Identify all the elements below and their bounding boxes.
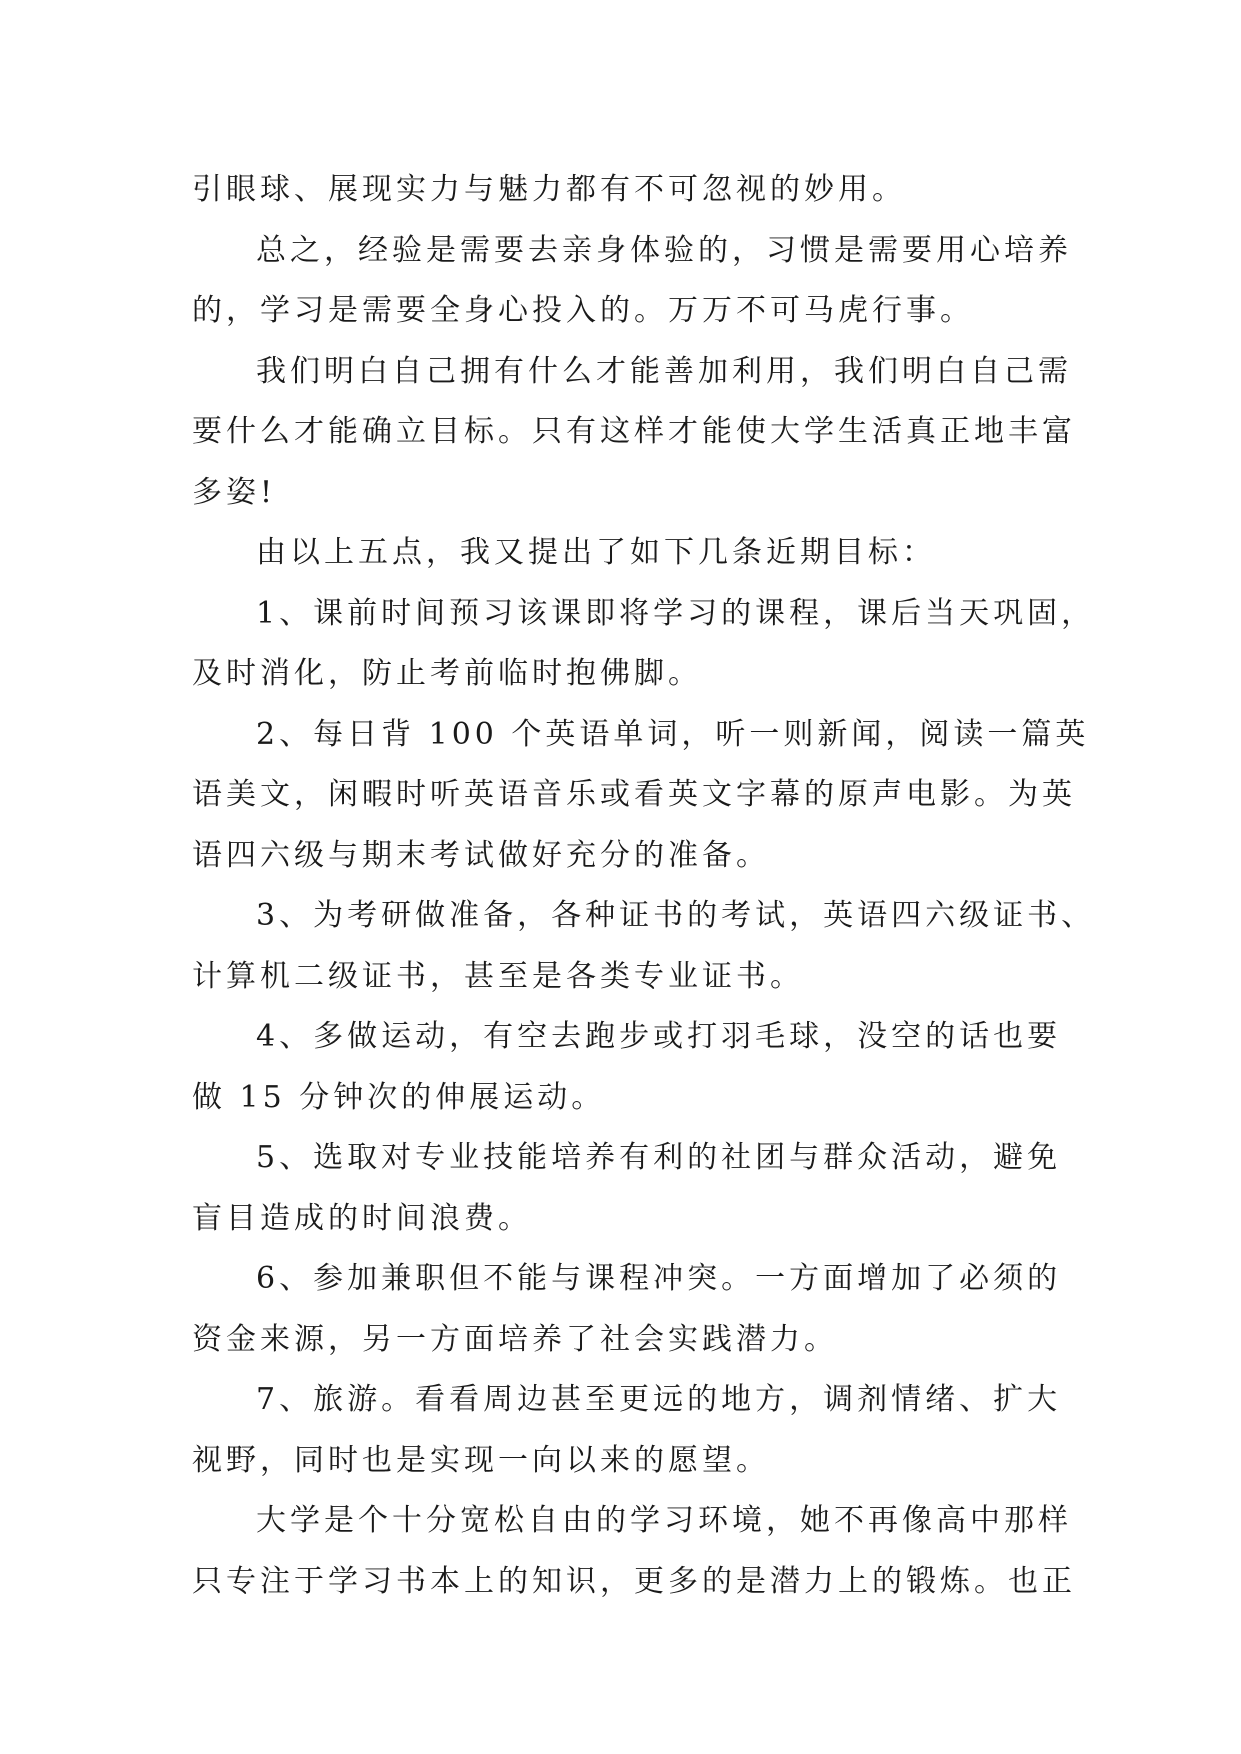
text-line: 6、参加兼职但不能与课程冲突。一方面增加了必须的: [256, 1261, 1062, 1296]
text-line: 大学是个十分宽松自由的学习环境，她不再像高中那样: [256, 1503, 1072, 1538]
text-line: 我们明白自己拥有什么才能善加利用，我们明白自己需: [256, 353, 1072, 389]
text-line: 5、选取对专业技能培养有利的社团与群众活动，避免: [256, 1140, 1062, 1175]
text-line: 要什么才能确立目标。只有这样才能使大学生活真正地丰富: [192, 414, 1076, 449]
text-line: 多姿!: [192, 474, 277, 510]
text-line: 的，学习是需要全身心投入的。万万不可马虎行事。: [192, 293, 974, 328]
text-line: 资金来源，另一方面培养了社会实践潜力。: [192, 1321, 838, 1357]
text-line: 2、每日背 100 个英语单词，听一则新闻，阅读一篇英: [256, 716, 1090, 752]
text-line: 视野，同时也是实现一向以来的愿望。: [192, 1442, 770, 1478]
text-line: 1、课前时间预习该课即将学习的课程，课后当天巩固，: [256, 595, 1096, 631]
text-line: 语四六级与期末考试做好充分的准备。: [192, 837, 770, 873]
text-line: 盲目造成的时间浪费。: [192, 1200, 532, 1236]
text-line: 7、旅游。看看周边甚至更远的地方，调剂情绪、扩大: [256, 1382, 1062, 1417]
text-line: 做 15 分钟次的伸展运动。: [192, 1079, 606, 1115]
text-line: 由以上五点，我又提出了如下几条近期目标：: [256, 535, 936, 570]
text-line: 语美文，闲暇时听英语音乐或看英文字幕的原声电影。为英: [192, 777, 1076, 812]
text-line: 引眼球、展现实力与魅力都有不可忽视的妙用。: [192, 172, 906, 207]
text-line: 及时消化，防止考前临时抱佛脚。: [192, 656, 702, 691]
document-body: [192, 160, 1096, 1612]
text-line: 4、多做运动，有空去跑步或打羽毛球，没空的话也要: [256, 1019, 1062, 1054]
text-line: 计算机二级证书，甚至是各类专业证书。: [192, 958, 804, 994]
text-line: 总之，经验是需要去亲身体验的，习惯是需要用心培养: [256, 232, 1072, 268]
text-line: 3、为考研做准备，各种证书的考试，英语四六级证书、: [256, 898, 1096, 933]
text-line: 只专注于学习书本上的知识，更多的是潜力上的锻炼。也正: [192, 1563, 1076, 1599]
